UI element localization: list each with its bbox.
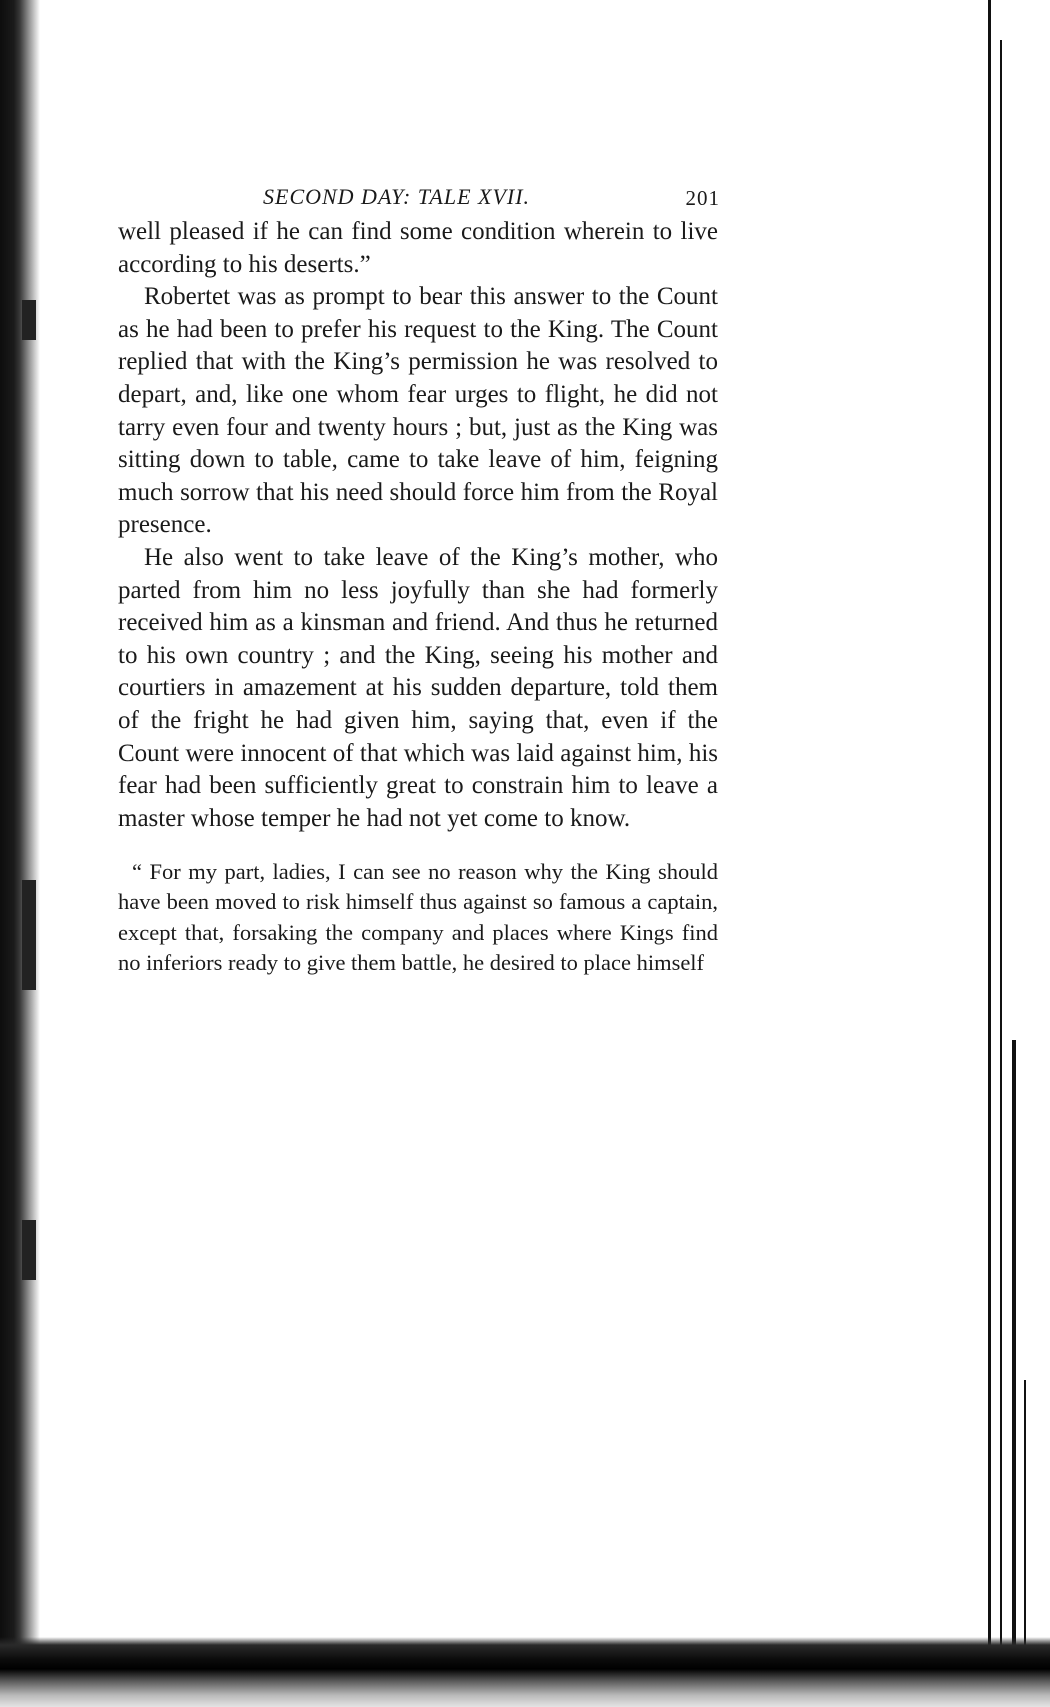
scan-line bbox=[1000, 40, 1002, 1680]
scan-bottom-edge bbox=[0, 1637, 1050, 1707]
book-page bbox=[118, 170, 718, 978]
running-title: SECOND DAY: TALE XVII. bbox=[263, 184, 531, 209]
running-head bbox=[118, 170, 718, 214]
page-number: 201 bbox=[685, 186, 720, 210]
paragraph: He also went to take leave of the King’s mother, who parted from him no less joyfully than she had formerly received him as a kinsman and friend. And thus he returned to his own country ; and the King, seeing his mother and courtiers in amazement at his sudden departure, told them of the fright he had given him, saying that, even if the Count were innocent of that which was laid against him, his fear had been sufficiently great to constrain him to leave a master whose temper he had not yet come to know. bbox=[118, 543, 718, 832]
paragraph: Robertet was as prompt to bear this answer to the Count as he had been to prefer his request to the King. The Count replied that with the King’s permission he was resolved to depart, and, like one whom fear urges to flight, he did not tarry even four and twenty hours ; but, just as the King was sitting down to table, came to take leave of him, feigning much sorrow that his need should force him from the Royal presence. bbox=[118, 283, 718, 539]
scan-line bbox=[988, 0, 991, 1690]
scan-speck bbox=[22, 300, 36, 340]
scan-right-edge bbox=[980, 0, 1050, 1690]
scan-line bbox=[1024, 1380, 1026, 1680]
scan-line bbox=[1012, 1040, 1016, 1680]
scan-speck bbox=[22, 1220, 36, 1280]
scan-speck bbox=[22, 880, 36, 990]
paragraph-speech: “ For my part, ladies, I can see no reason why the King should have been moved to risk himself thus against so famous a captain, except that, forsaking the company and places where Kings find no inferiors ready to give them battle, he desired to place himself bbox=[118, 859, 718, 975]
paragraph: well pleased if he can find some condition wherein to live according to his deserts.” bbox=[118, 218, 718, 278]
scan-left-edge bbox=[0, 0, 42, 1660]
